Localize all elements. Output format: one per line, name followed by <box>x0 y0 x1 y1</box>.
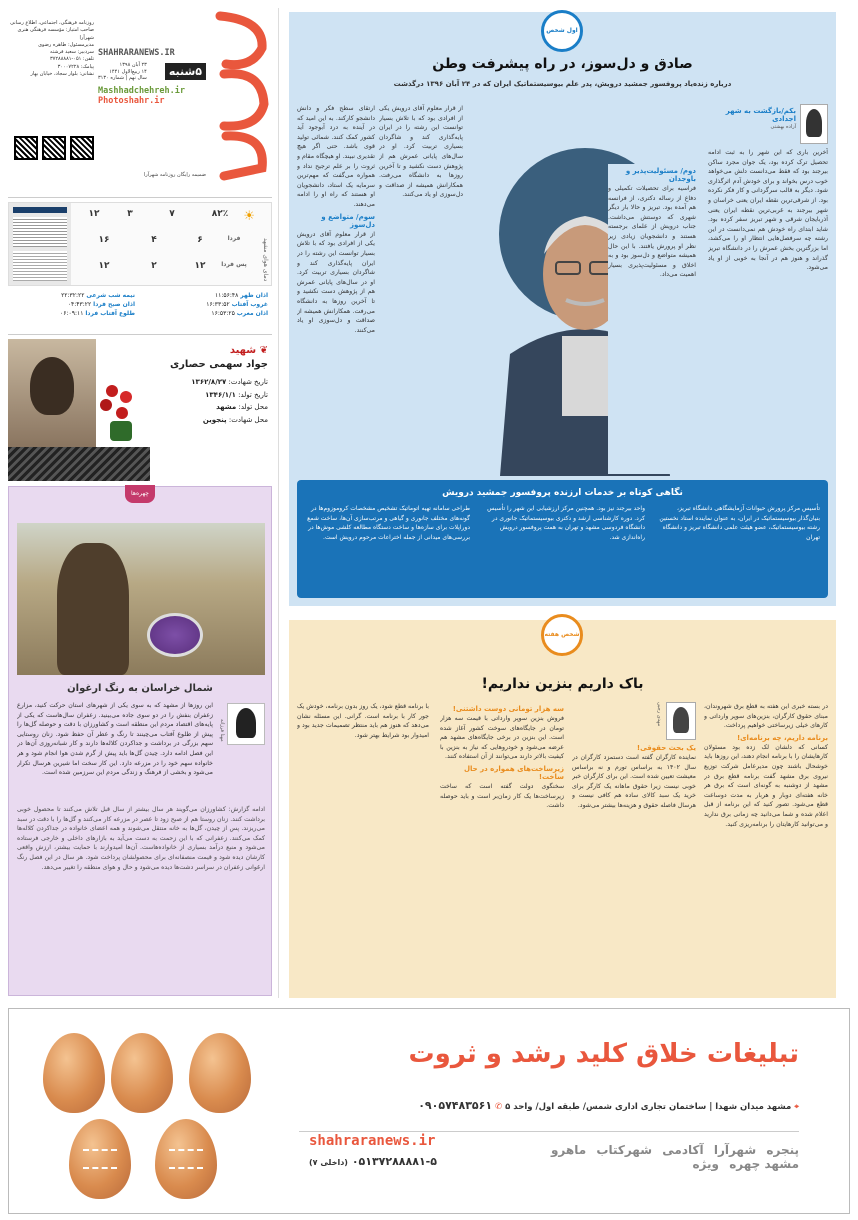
egg-icon <box>189 1033 251 1113</box>
top-headline: صادق و دل‌سوز، در راه پیشرفت وطن <box>432 56 693 72</box>
faces-headline: شمال خراسان به رنگ ارغوان <box>67 683 213 694</box>
info-line: سردبیر: سعید فرشته <box>50 49 94 55</box>
brand-logo: شهرکتاب <box>596 1143 653 1157</box>
info-line: نشانی: بلوار سجاد، خیابان بهار <box>30 70 94 77</box>
mid-col3-text: فروش بنزین سوپر وارداتی با قیمت سه هزار تومان در جایگاه‌های سوخت کشور آغاز شده است. این بنزین در برخی جایگاه‌های مشهد هم عرضه می‌شود و خودروهایی که نیاز به بنزین با کیفیت بالاتر دارند می‌توانند از آن استفاده کنند. <box>440 715 564 761</box>
author-photo <box>800 104 828 144</box>
prayer-times <box>8 290 272 330</box>
info-line: روزنامه فرهنگی، اجتماعی، اطلاع رسانی <box>10 20 94 26</box>
tulip-icon: ❦ <box>259 345 268 356</box>
mid-col-3 <box>440 702 564 992</box>
ad-phone: ۰۵۱۳۷۲۸۸۸۸۱-۵ (داخلی ۷) <box>309 1155 437 1168</box>
prayer-item: اذان صبح فردا ۰۴:۴۳:۲۲ <box>67 301 135 308</box>
faces-tag: چهره‌ها <box>125 485 155 503</box>
weather-box <box>8 202 272 286</box>
phone-icon: ✆ <box>495 1102 503 1112</box>
mid-col3-subtitle: سه هزار تومانی دوست داشتنی! <box>452 705 564 713</box>
temp-val: ۱۲ <box>194 261 206 271</box>
martyr-info <box>148 345 268 426</box>
qr-code-icon <box>14 136 38 160</box>
brand-logo: ویژه <box>692 1157 719 1171</box>
ad-contact: ⌖ مشهد میدان شهدا | ساختمان تجاری اداری شمس/ طبقه اول/ واحد ۵ ✆ ۰۹۰۵۷۴۸۳۵۶۱ <box>418 1099 799 1112</box>
sun-icon: ☀ <box>243 209 255 224</box>
egg-icon <box>155 1119 217 1199</box>
ad-divider <box>299 1131 799 1132</box>
top-author: آزاده بهشتی <box>770 124 796 130</box>
flowers-icon <box>96 385 150 445</box>
prayer-item: اذان مغرب ۱۶:۵۳:۲۵ <box>211 310 268 317</box>
qr-codes <box>14 136 94 160</box>
brand-logo: شهرآرا <box>713 1143 757 1157</box>
temp-val: ۱۶ <box>98 235 110 245</box>
col3-text: از قرار معلوم آقای درویش یکی از افرادی بود که با تلاش بسیار توانست این رشته را در ایران پایه‌گذاری کند و شاگردان بسیاری تربیت کرد. او در سال‌های پایانی عمرش هم از پژوهش دست نکشید و تا آخرین روزها به دانشگاه می‌رفت. همکارانش همیشه از صداقت و دل‌سوزی او یاد می‌کنند. <box>379 105 463 199</box>
mid-headline: باک داریم بنزین نداریم! <box>481 676 644 692</box>
ad-title: تبلیغات خلاق کلید رشد و ثروت <box>408 1039 799 1069</box>
sites <box>98 48 206 106</box>
martyr-field: محل تولد: مشهد <box>216 403 268 412</box>
highlight-item-1: تأسیس مرکز پرورش حیوانات آزمایشگاهی دانشگاه تبریز، بنیان‌گذار بیوسیستماتیک در ایران، به عنوان نماینده استاد نخستین رشته بیوسیستماتیک، عضو هیئت علمی دانشگاه تبریز و دانشگاه تهران <box>659 505 820 541</box>
date-block: ۲۳ آبان ۱۳۹۸ ۱۴ ربیع‌الاول ۱۴۴۱ سال نهم | شماره ۳۱۳۰ <box>98 62 147 82</box>
edu-note: ضمیمه رایگان روزنامه شهرآرا <box>143 172 206 178</box>
highlight-title: نگاهی کوتاه بر خدمات ارزنده پروفسور جمشید درویش <box>442 488 683 498</box>
newspaper-thumbnail[interactable] <box>9 203 71 285</box>
info-line: پیامک: ۳۰۰۰۷۲۲۸ <box>57 63 94 70</box>
advertisement[interactable] <box>8 1008 850 1214</box>
person-of-week-badge: شخص هفته <box>541 614 583 656</box>
column-divider <box>278 8 279 998</box>
prayer-item: اذان ظهر ۱۱:۵۶:۴۸ <box>214 292 268 299</box>
mid-col-4 <box>297 702 429 992</box>
brand-logo: مشهد چهره <box>729 1157 799 1171</box>
egg-icon <box>43 1033 105 1113</box>
temp-val: ۱۲ <box>98 261 110 271</box>
faces-body: ادامه گزارش: کشاورزان می‌گویند هر سال بیشتر از سال قبل تلاش می‌کنند تا محصول خوبی برداشت کنند. زنان روستا هم از صبح زود تا عصر در مزرعه کار می‌کنند و گل‌ها را با دقت در سبد می‌ریزند. پس از چیدن، گل‌ها به خانه منتقل می‌شوند و همه اعضای خانواده در جداکردن کلاله‌ها کمک می‌کنند. زعفرانی که با این زحمت به دست می‌آید به بازارهای داخلی و خارجی فرستاده می‌شود و منبع درآمد بسیاری از خانواده‌هاست. آن‌ها امیدوارند با حمایت بیشتر، ارزش واقعی کارشان دیده شود و قیمت منصفانه‌ای برای محصولشان پرداخت شود. هر سال در این فصل رنگ ارغوانی زعفران در سراسر دشت‌ها دیده می‌شود و حال و هوای منطقه را تغییر می‌دهد. <box>17 806 265 871</box>
martyr-box <box>8 334 272 482</box>
col2-subtitle: دوم/ مسئولیت‌پذیر و باوجدان <box>625 167 696 183</box>
author-photo <box>666 702 696 740</box>
mid-col3-subtitle2: زیرساخت‌های همواره در حال ساخت! <box>463 765 564 782</box>
temp-max: ۷ <box>169 209 175 219</box>
top-col-2 <box>608 164 696 474</box>
brand-logo: پنجره <box>766 1143 799 1157</box>
mid-article <box>289 620 836 998</box>
day-label: پس فردا <box>221 261 247 268</box>
egg-icon <box>69 1119 131 1199</box>
site-shahraranews[interactable]: SHAHRARANEWS.IR <box>98 48 175 58</box>
mid-col-1 <box>704 702 828 992</box>
col1-text: آخرین باری که این شهر را به ثبت ادامه تحصیل ترک کرده بود، یک جوان مجرد ساکن بیرجند بود که فقط می‌دانست دلش می‌خواهد خوب درس بخواند و برای خودش آدم اثرگذاری شود. دیگر به قالب سرگردانی و کار فکر نکرده بود. از شرقی‌ترین نقطه ایران یعنی خراسان و شهر بیرجند به غربی‌ترین نقطه ایران یعنی آذربایجان شرقی و شهر تبریز سفر کرده بود. شاید ابتدای راه خودش هم نمی‌دانست در این رشته چه سرفصل‌هایی انتظار او را می‌کشد، اما بزرگترین بخش عمرش را در دانشگاه تبریز گذراند و هنوز هم در آنجا به خوبی از او یاد می‌شود. <box>708 149 828 272</box>
temp-min: ۳ <box>127 209 133 219</box>
martyr-name: جواد سهمی حصاری <box>170 359 268 370</box>
site-photoshahr[interactable]: Photoshahr.ir <box>98 95 165 106</box>
publisher-info <box>10 20 94 78</box>
col4-subtitle: سوم/ متواضع و دل‌سوز <box>321 212 375 229</box>
humidity: ۸۲٪ <box>211 209 229 219</box>
mid-author: مهدی رجبی <box>656 702 662 727</box>
temp-now: ۱۲ <box>88 209 100 219</box>
prayer-item: نیمه شب شرعی ۲۲:۳۲:۲۲ <box>61 292 135 299</box>
prayer-item: غروب آفتاب ۱۶:۳۳:۵۲ <box>206 301 268 308</box>
qr-code-icon <box>70 136 94 160</box>
mid-col4-text: با برنامه قطع شود، یک روز بدون برنامه، خودش یک جور کار با برنامه است. گرانی. این مسئله نشان می‌دهد که هنوز هم باید منتظر تصمیمات جدید بود و امیدوار بود شرایط بهتر شود. <box>297 703 429 739</box>
temp-val: ۴ <box>151 235 157 245</box>
col2-text: فراسیه برای تحصیلات تکمیلی و دفاع از رساله دکتری، از فرانسه هم آمده بود. تبریز و حالا بار دیگر شهری که دوستش می‌داشت. جناب درویش از علمای برجسته هستند و دانشجویان زیادی زیر نظر او پرورش یافتند. با این حال همیشه متواضع و دل‌سوز بود و به اخلاق و مسئولیت‌پذیری بسیار اهمیت می‌داد. <box>608 185 696 279</box>
mid-col1-subtitle: برنامه داریم، چه برنامه‌ای! <box>736 733 828 742</box>
qr-code-icon <box>42 136 66 160</box>
top-subhead: درباره زنده‌یاد پروفسور جمشید درویش، پدر علم بیوسیستماتیک ایران که در ۲۴ آبان ۱۳۹۶ درگذشت <box>393 80 732 88</box>
info-line: صاحب امتیاز: مؤسسه فرهنگی هنری شهرآرا <box>17 27 94 41</box>
brand-logos <box>499 1143 799 1171</box>
faces-author: مهنا فرزانه <box>219 719 225 742</box>
saffron-photo[interactable] <box>17 523 265 675</box>
scarf-pattern <box>8 447 150 481</box>
brand-logo: آکادمی <box>662 1143 704 1157</box>
info-line: مدیرمسئول: طاهره رضوی <box>38 41 94 48</box>
temp-val: ۲ <box>151 261 157 271</box>
top-article <box>289 12 836 606</box>
day-box: ۵شنبه <box>165 63 206 80</box>
prayer-item: طلوع آفتاب فردا ۰۶:۰۹:۱۱ <box>60 310 135 317</box>
logo[interactable] <box>210 8 272 188</box>
mid-col2-text: نماینده کارگران گفته است دستمزد کارگران در سال ۱۴۰۲ به براساس تورم و نه براساس معیشت تعیین شده است. این برای کارگران خبر خوبی نیست زیرا حقوق ماهانه یک کارگر برای خرید یک سبد کالای ساده هم کافی نیست و هرسال فاصله حقوق و هزینه‌ها بیشتر می‌شود. <box>572 754 696 810</box>
mid-col3b-text: سخنگوی دولت گفته است که ساخت زیرساخت‌ها یک کار زمان‌بر است و باید حوصله داشت. <box>440 783 564 810</box>
masthead <box>8 8 272 198</box>
highlight-box <box>297 480 828 598</box>
col1-subtitle: بکم/بازگشت به شهر اجدادی <box>725 107 796 123</box>
highlight-item-2: واحد بیرجند نیز بود. همچنین مرکز ارزشیابی این شهر را تأسیس کرد. دوره کارشناسی ارشد و دکتری بیوسیستماتیک جانوری در دانشگاه فردوسی مشهد و تهران به همت پروفسور درویش راه‌اندازی شد. <box>487 505 645 541</box>
location-icon: ⌖ <box>794 1102 799 1112</box>
martyr-field: تاریخ شهادت: ۱۳۶۲/۸/۲۷ <box>191 378 268 386</box>
author-photo <box>227 703 265 745</box>
info-line: تلفن: ۰۵۱-۳۷۲۸۸۸۸۱ <box>49 56 94 63</box>
top-col-3 <box>379 104 463 204</box>
site-mashhadchehreh[interactable]: Mashhadchehreh.ir <box>98 85 185 96</box>
top-col-1 <box>708 104 828 474</box>
ad-website[interactable]: shahraranews.ir <box>309 1133 436 1149</box>
top-col-4 <box>297 104 375 474</box>
martyr-title: ❦ شهید <box>229 345 268 356</box>
weather-title: دمای هوای مشهد <box>262 237 269 281</box>
martyr-photo[interactable] <box>8 339 96 447</box>
first-person-badge: اول شخص <box>541 10 583 52</box>
martyr-field: محل شهادت: پنجوین <box>202 415 268 424</box>
faces-section <box>8 486 272 996</box>
mid-col-2 <box>572 702 696 992</box>
day-label: فردا <box>227 235 241 242</box>
temp-val: ۶ <box>197 235 203 245</box>
egg-icon <box>111 1033 173 1113</box>
mid-col1-text: در بسته خبری این هفته به قطع برق شهروندان، مبنای حقوق کارگران، بنزین‌های سوپر وارداتی و کارهای خیلی زیرساختی خواهیم پرداخت. <box>704 703 828 730</box>
col3-text-extra: از قرار معلوم آقای درویش یکی از افرادی بود که با تلاش بسیار توانست این رشته را در ایران پایه‌گذاری کند و شاگردان بسیاری تربیت کرد. او در سال‌های پایانی عمرش هم از پژوهش دست نکشید و تا آخرین روزها به دانشگاه می‌رفت. همکارانش همیشه از صداقت و دل‌سوزی او یاد می‌کنند. <box>297 230 375 334</box>
mid-col2-subtitle: یک بحث حقوقی! <box>636 744 696 752</box>
col4-text: ارتقای سطح فکر و دانش دانشجو کارکند. به این امید که در آینده به درد آبوجود آید کشور کمک کنند. شمائی تولید قوی باشد. حتی اگر هیچ تقدیری نبیند. او هیچگاه مقام و ثروت را بر علم ترجیح نداد و همواره می‌گفت که مهم‌ترین سرمایه یک استاد، دانشجویان او هستند که راه او را ادامه می‌دهند. <box>297 105 375 209</box>
martyr-field: تاریخ تولد: ۱۳۴۶/۱/۱ <box>205 390 268 399</box>
mid-col1b-text: کسانی که دلشان لک زده بود مسئولان کارهایشان را با برنامه انجام دهند، این روزها باید خوشحال باشند چون مدیرعامل شرکت توزیع نیروی برق مشهد گفت برنامه قطع برق در مشهد از دوشنبه به گونه‌ای است که برق هر خانه هفته‌ای دوبار و هربار به مدت دوساعت قطع می‌شود. تصور کنید که این برنامه از قبل اعلام شده و شما می‌دانید چه زمانی برق ندارید و می‌توانید کارهایتان را برنامه‌ریزی کنید. <box>704 743 828 828</box>
brand-logo: ماهرو <box>550 1143 587 1157</box>
faces-body-top: این روزها از مشهد که به سوی یکی از شهرهای استان حرکت کنید، مزارع زعفران بنفش را در دو سوی جاده می‌بینید. زعفران سال‌هاست که یکی از پایه‌های اقتصاد مردم این منطقه است و کشاورزان با دقت و حوصله گل‌ها را پیش از طلوع آفتاب می‌چینند تا رنگ و عطر آن حفظ شود. زنان روستایی سهم بزرگی در برداشت و جداکردن کلاله‌ها دارند و کار شبانه‌روزی آن‌ها در این فصل ادامه دارد. چیدن گل‌ها باید پیش از گرم شدن هوا انجام شود و هر خانواده سهم خود را در مزرعه دارد. این کار سخت اما شیرین هرسال تکرار می‌شود و بخشی از فرهنگ و زندگی مردم این سرزمین شده است. <box>17 702 213 777</box>
highlight-item-3: طراحی سامانه تهیه اتوماتیک تشخیص مشخصات کروموزوم‌ها در گونه‌های مختلف جانوری و گیاهی و مرتب‌سازی آن‌ها، ساخت شمع دوراپلات برای سازه‌ها و ساخت دستگاه مطالعه کلشی موش‌ها در بررسی‌های میدانی از جمله اختراعات مرحوم درویش است. <box>307 505 470 541</box>
